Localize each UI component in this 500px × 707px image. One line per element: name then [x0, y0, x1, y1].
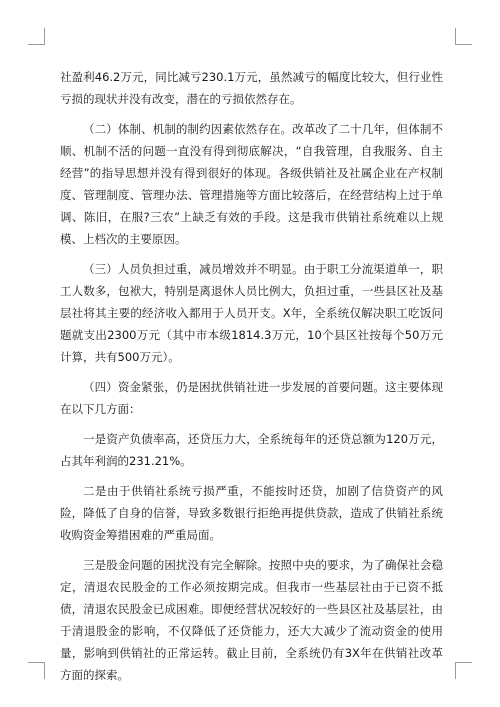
paragraph-point-one: 一是资产负债率高，还贷压力大，全系统每年的还贷总额为120万元，占其年利润的231.21%。: [60, 432, 443, 468]
crop-mark-top-left: [28, 28, 45, 45]
paragraph-point-two: 二是由于供销社系统亏损严重，不能按时还贷，加剧了信贷资产的风险，降低了自身的信誉，导致多数银行拒绝再提供贷款，造成了供销社系统收购资金筹措困难的严重局面。: [60, 484, 443, 542]
paragraph-institutional-constraints: （二）体制、机制的制约因素依然存在。改革改了二十几年，但体制不顺、机制不活的问题一直没有得到彻底解决，“自我管理，自我服务、自主经营”的指导思想并没有得到很好的体现。各级供销社及社属企业在产权制度、管理制度、管理办法、管理措施等方面比较落后，在经营结构上过于单调、陈旧，在服?三农”上缺乏有效的手段。这是我市供销社系统难以上规模、上档次的主要原因。: [60, 122, 443, 246]
paragraph-personnel-burden: （三）人员负担过重，减员增效并不明显。由于职工分流渠道单一，职工人数多，包袱大，特别是离退休人员比例大，负担过重，一些县区社及基层社将其主要的经济收入都用于人员开支。X年，全系统仅解决职工吃饭问题就支出2300万元（其中市本级1814.3万元，10个县区社按每个50万元计算，共有500万元）。: [60, 262, 443, 364]
paragraph-continuation: 社盈利46.2万元，同比减亏230.1万元，虽然减亏的幅度比较大，但行业性亏损的现状并没有改变，潜在的亏损依然存在。: [60, 70, 443, 106]
document-body: [60, 66, 443, 694]
paragraph-funding-shortage: （四）资金紧张，仍是困扰供销社进一步发展的首要问题。这主要体现在以下几方面：: [60, 380, 443, 416]
crop-mark-bottom-right: [455, 662, 472, 679]
paragraph-point-three: 三是股金问题的困扰没有完全解除。按照中央的要求，为了确保社会稳定，清退农民股金的工作必须按期完成。但我市一些基层社由于已资不抵债，清退农民股金已成困难。即便经营状况较好的一些县区社及基层社，由于清退股金的影响，不仅降低了还贷能力，还大大减少了流动资金的使用量，影响到供销社的正常运转。截止目前，全系统仍有3X年在供销社改革方面的探索。: [60, 558, 443, 682]
crop-mark-top-right: [455, 28, 472, 45]
crop-mark-bottom-left: [28, 662, 45, 679]
